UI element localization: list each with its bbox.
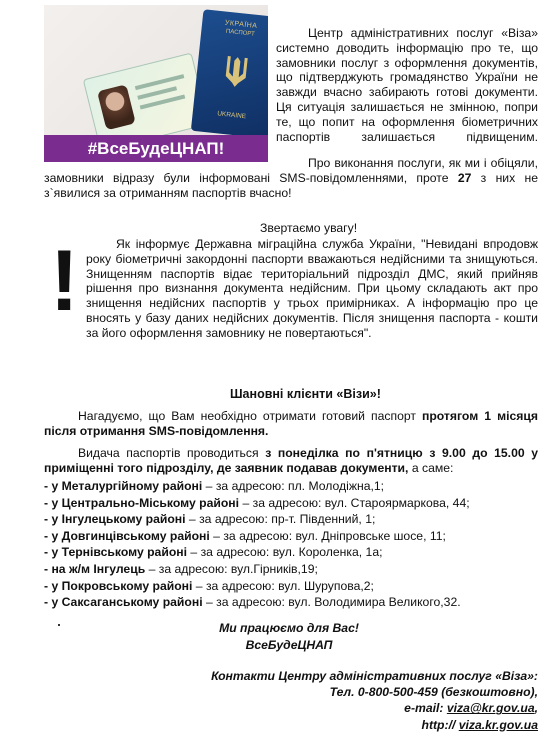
- address-text: – за адресою: пл. Молодіжна,1;: [202, 479, 385, 493]
- address-district: - у Довгинцівському районі: [44, 528, 210, 543]
- id-card-photo: [97, 84, 136, 130]
- address-district: - у Центрально-Міському районі: [44, 495, 240, 510]
- passport-country-en: UKRAINE: [216, 110, 247, 121]
- clients-p1-bold: протягом 1 місяця після отримання SMS-повідомлення.: [44, 409, 538, 438]
- clients-p2-end: а саме:: [408, 460, 454, 475]
- passport-country: УКРАЇНА: [224, 19, 258, 30]
- contacts-block: [200, 668, 538, 733]
- web-label: http://: [421, 717, 459, 732]
- intro-paragraph-1: Центр адміністративних послуг «Віза» системно доводить інформацію про те, що замовники послуг з оформлення документів, що підтверджують громадянство України не завжди вчасно забирають готові документи. Ця ситуація залишається не змінною, попри те, що попит на оформлення біометричних паспортів залишається підвищеним.: [276, 26, 538, 144]
- address-district: - на ж/м Інгулець: [44, 561, 146, 576]
- closing-line-1: Ми працюємо для Вас!: [219, 621, 359, 635]
- address-district: - у Металургійному районі: [44, 479, 203, 493]
- attention-title: Звертаємо увагу!: [260, 221, 358, 235]
- exclamation-icon: !: [50, 233, 79, 329]
- address-text: – за адресою: вул. Володимира Великого,32.: [202, 595, 461, 610]
- passport-title: ПАСПОРТ: [225, 28, 255, 38]
- address-row: [44, 544, 470, 561]
- clients-p2-bold1: з понеділка по п'ятницю: [265, 446, 423, 460]
- address-district: - у Покровському районі: [44, 578, 193, 593]
- intro-p2-start: Про виконання послуги, як ми і обіцяли, замовники відразу були інформовані SMS-повідомленнями, проте: [44, 156, 538, 185]
- address-row: [44, 594, 470, 611]
- closing-block: [196, 620, 382, 654]
- address-district: - у Інгулецькому районі: [44, 512, 186, 527]
- address-row: [44, 578, 470, 595]
- intro-p2-end: з них не з`явилися за отриманням паспортів вчасно!: [44, 170, 539, 200]
- email-label: e-mail:: [404, 701, 447, 716]
- address-text: – за адресою: вул. Короленка, 1а;: [187, 545, 383, 560]
- address-text: – за адресою: пр-т. Південний, 1;: [185, 512, 376, 527]
- web-link[interactable]: viza.kr.gov.ua: [458, 717, 538, 732]
- clients-paragraph-2: [44, 446, 538, 476]
- address-text: – за адресою: вул. Староярмаркова, 44;: [239, 495, 470, 510]
- contacts-web-line: [200, 717, 538, 733]
- address-district: - у Тернівському районі: [44, 545, 188, 560]
- email-link[interactable]: viza@kr.gov.ua: [446, 701, 535, 716]
- address-text: – за адресою: вул. Дніпровське шосе, 11;: [209, 528, 446, 543]
- id-card-line: [135, 74, 184, 90]
- passport-image: [191, 9, 268, 138]
- address-row: [44, 561, 470, 578]
- bullet-dot: [58, 624, 60, 626]
- address-list: [44, 478, 470, 611]
- clients-p2-start: Видача паспортів проводиться: [78, 446, 266, 460]
- clients-title: Шановні клієнти «Візи»!: [230, 387, 381, 401]
- clients-p1-start: Нагадуємо, що Вам необхідно отримати готовий паспорт: [78, 409, 422, 423]
- clients-p2-bold2: з 9.00 до 15.00 у приміщенні того підрозділу, де заявник подавав документи,: [44, 446, 539, 475]
- address-row: [44, 511, 470, 528]
- hashtag-banner: #ВсеБудеЦНАП!: [44, 135, 268, 162]
- address-text: – за адресою: вул.Гірників,19;: [145, 561, 318, 576]
- address-text: – за адресою: вул. Шурупова,2;: [192, 578, 374, 593]
- attention-text: Як інформує Державна міграційна служба України, "Невидані впродовж року біометричні закордонні паспорти вважаються недійсними та знищуються. Знищенням паспортів відає територіальний підрозділ ДМС, який прийняв рішення про визнання документа недійсним. При цьому складають акт про знищення недійсних паспортів у трьох примірниках. А інформацію про це вносять у базу даних недійсних документів. Після знищення паспорта - кошти за його оформлення замовнику не повертаються".: [86, 237, 538, 340]
- intro-paragraph-2: [44, 156, 538, 200]
- address-row: [44, 478, 470, 495]
- address-row: [44, 528, 470, 545]
- contacts-title: Контакти Центру адміністративних послуг «Віза»:: [211, 669, 538, 683]
- address-district: - у Саксаганському районі: [44, 595, 203, 610]
- trident-icon: [222, 54, 251, 91]
- clients-paragraph-1: [44, 409, 538, 439]
- contacts-phone: Тел. 0-800-500-459 (безкоштовно),: [329, 685, 538, 700]
- contacts-email-line: [200, 700, 538, 716]
- closing-line-2: ВсеБудеЦНАП: [245, 638, 333, 652]
- address-row: [44, 495, 470, 512]
- intro-p2-number: 27: [457, 170, 472, 185]
- email-end: ,: [534, 701, 538, 716]
